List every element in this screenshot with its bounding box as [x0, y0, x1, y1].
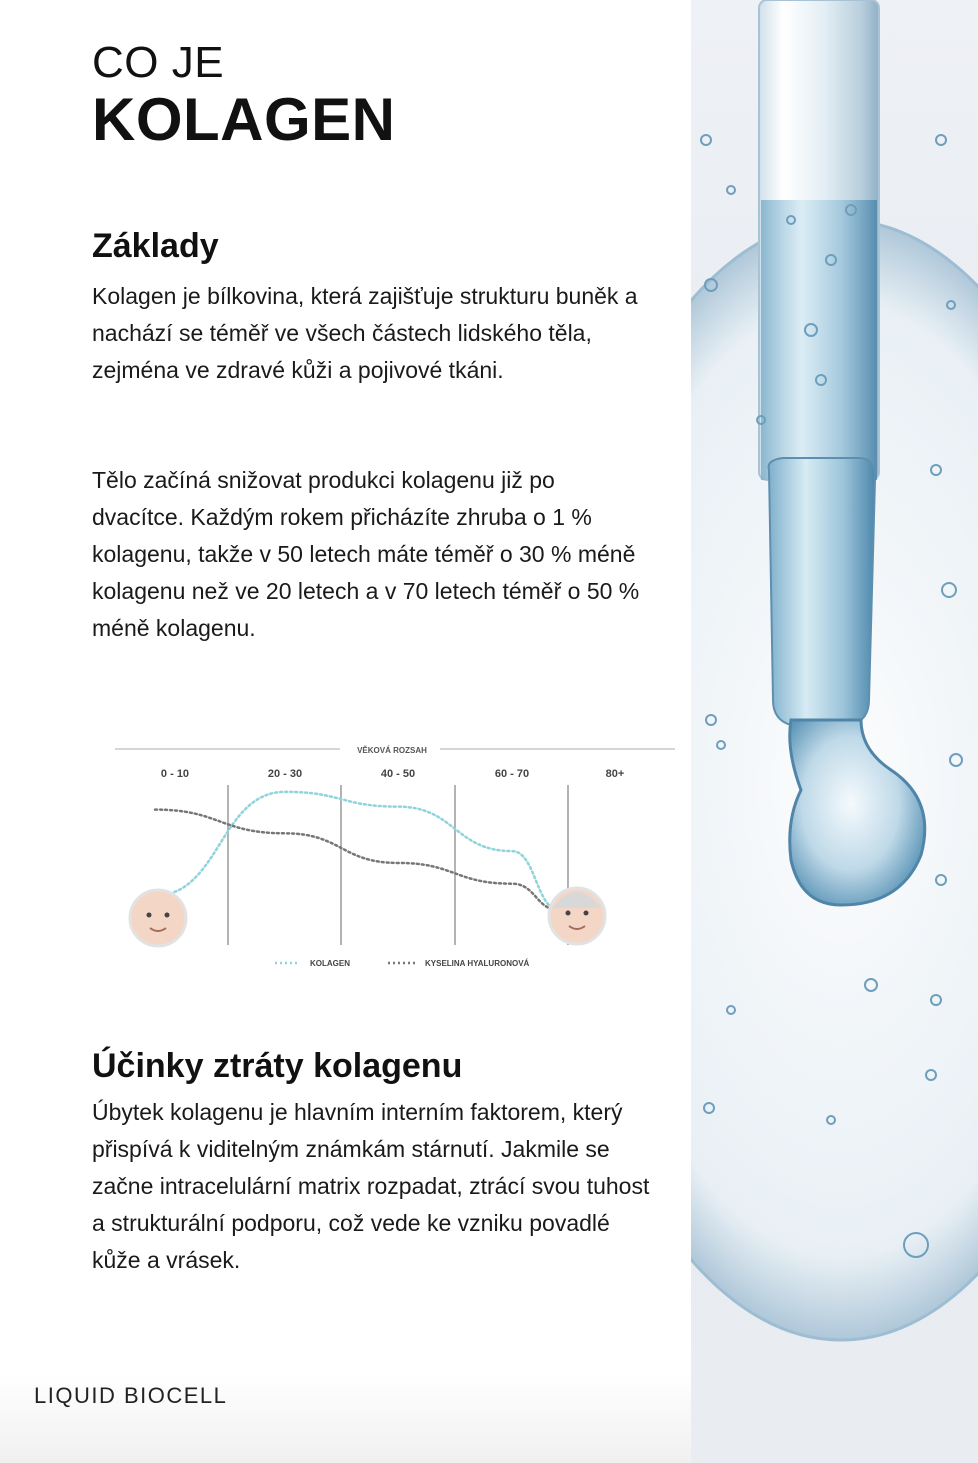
chart-series-line-0: [155, 792, 560, 911]
baby-face-icon-eye: [147, 913, 152, 918]
chart-category-label: 20 - 30: [267, 768, 303, 780]
section1-paragraph1: Kolagen je bílkovina, která zajišťuje strukturu buněk a nachází se téměř ve všech částech lidského těla, zejména ve zdravé kůži a pojivové tkáni.: [92, 283, 638, 383]
chart-category-label: 60 - 70: [494, 768, 530, 780]
elderly-face-icon-eye: [566, 911, 571, 916]
dropper-illustration: [691, 0, 978, 1463]
age-chart: [110, 735, 680, 980]
legend-label-kolagen: KOLAGEN: [310, 959, 350, 968]
section2-paragraph: Úbytek kolagenu je hlavním interním faktorem, který přispívá k viditelným známkám stárnutí. Jakmile se začne intracelulární matrix rozpadat, ztrácí svou tuhost a strukturální podporu, což vede ke vzniku povadlé kůže a vrásek.: [92, 1099, 650, 1273]
serum-dropper-image: [691, 0, 978, 1463]
section1-heading: Základy: [92, 227, 219, 265]
title-line2: KOLAGEN: [92, 86, 396, 153]
chart-category-label: 80+: [605, 768, 625, 780]
section1-paragraph2: Tělo začíná snižovat produkci kolagenu již po dvacítce. Každým rokem přicházíte zhruba o 1 % kolagenu, takže v 50 letech máte téměř o 30 % méně kolagenu než ve 20 letech a v 70 letech téměř o 50 % méně kolagenu.: [92, 467, 640, 641]
baby-face-icon-eye: [165, 913, 170, 918]
elderly-face-icon-eye: [584, 911, 589, 916]
chart-series-line-1: [155, 810, 560, 911]
baby-face-icon: [130, 890, 186, 946]
section2-heading: Účinky ztráty kolagenu: [92, 1047, 463, 1085]
title-line1: CO JE: [92, 38, 225, 87]
legend-label-hyaluronic: KYSELINA HYALURONOVÁ: [425, 959, 530, 968]
brand-logo-text: LIQUID BIOCELL: [34, 1383, 228, 1408]
chart-category-label: 0 - 10: [160, 768, 190, 780]
chart-title: VĚKOVÁ ROZSAH: [357, 746, 427, 755]
chart-category-label: 40 - 50: [380, 768, 416, 780]
